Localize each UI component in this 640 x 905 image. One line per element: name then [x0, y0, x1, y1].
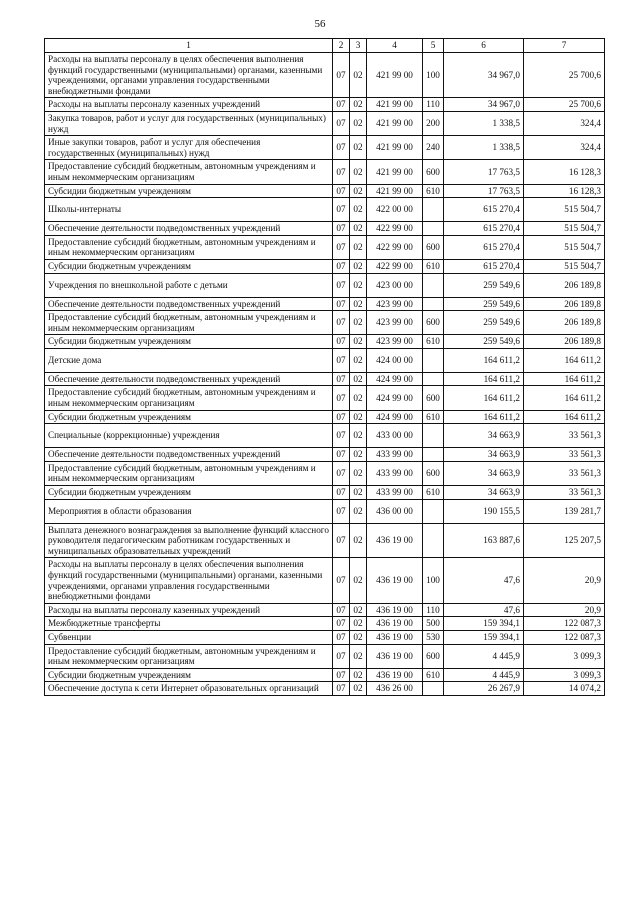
- table-row: [45, 461, 605, 485]
- expense-item-name: Субсидии бюджетным учреждениям: [45, 184, 333, 198]
- subsection-code: 02: [350, 53, 367, 98]
- amount-column-7: 206 189,8: [524, 273, 605, 297]
- expense-type-code: 600: [423, 386, 444, 410]
- table-row: [45, 486, 605, 500]
- table-row: [45, 558, 605, 603]
- table-row: [45, 448, 605, 462]
- target-article-code: 424 99 00: [367, 386, 423, 410]
- expense-type-code: [423, 499, 444, 523]
- target-article-code: 423 99 00: [367, 311, 423, 335]
- subsection-code: 02: [350, 603, 367, 617]
- subsection-code: 02: [350, 617, 367, 631]
- section-code: 07: [333, 424, 350, 448]
- expense-type-code: 600: [423, 311, 444, 335]
- target-article-code: 433 99 00: [367, 486, 423, 500]
- table-row: [45, 160, 605, 184]
- subsection-code: 02: [350, 273, 367, 297]
- subsection-code: 02: [350, 461, 367, 485]
- amount-column-6: 34 967,0: [444, 53, 524, 98]
- expense-type-code: 610: [423, 184, 444, 198]
- section-code: 07: [333, 499, 350, 523]
- expense-item-name: Расходы на выплаты персоналу в целях обеспечения выполнения функций государственными (муниципальными) органами, казенными учреждениями, органами управления государственными внебюджетными фондами: [45, 53, 333, 98]
- expense-item-name: Предоставление субсидий бюджетным, автономным учреждениям и иным некоммерческим организациям: [45, 461, 333, 485]
- amount-column-7: 3 099,3: [524, 668, 605, 682]
- expense-item-name: Расходы на выплаты персоналу в целях обеспечения выполнения функций государственными (муниципальными) органами, казенными учреждениями, органами управления государственными внебюджетными фондами: [45, 558, 333, 603]
- expense-type-code: [423, 348, 444, 372]
- amount-column-7: 33 561,3: [524, 486, 605, 500]
- target-article-code: 436 00 00: [367, 499, 423, 523]
- expense-item-name: Обеспечение деятельности подведомственных учреждений: [45, 297, 333, 311]
- target-article-code: 421 99 00: [367, 160, 423, 184]
- section-code: 07: [333, 335, 350, 349]
- subsection-code: 02: [350, 644, 367, 668]
- amount-column-6: 4 445,9: [444, 668, 524, 682]
- subsection-code: 02: [350, 235, 367, 259]
- subsection-code: 02: [350, 198, 367, 222]
- column-header: 7: [524, 39, 605, 53]
- amount-column-7: 515 504,7: [524, 235, 605, 259]
- column-header: 1: [45, 39, 333, 53]
- expense-item-name: Выплата денежного вознаграждения за выполнение функций классного руководителя педагогическим работникам государственных и муниципальных образовательных учреждений: [45, 523, 333, 558]
- table-row: [45, 644, 605, 668]
- amount-column-7: 25 700,6: [524, 98, 605, 112]
- target-article-code: 436 19 00: [367, 523, 423, 558]
- expense-type-code: 100: [423, 558, 444, 603]
- column-header: 4: [367, 39, 423, 53]
- table-row: [45, 53, 605, 98]
- amount-column-7: 16 128,3: [524, 184, 605, 198]
- expense-item-name: Предоставление субсидий бюджетным, автономным учреждениям и иным некоммерческим организациям: [45, 311, 333, 335]
- section-code: 07: [333, 111, 350, 135]
- expense-type-code: 200: [423, 111, 444, 135]
- expense-type-code: 610: [423, 335, 444, 349]
- amount-column-6: 164 611,2: [444, 386, 524, 410]
- column-number-row: [45, 39, 605, 53]
- table-body: [45, 53, 605, 696]
- subsection-code: 02: [350, 335, 367, 349]
- section-code: 07: [333, 558, 350, 603]
- target-article-code: 424 99 00: [367, 372, 423, 386]
- subsection-code: 02: [350, 424, 367, 448]
- section-code: 07: [333, 410, 350, 424]
- amount-column-7: 324,4: [524, 111, 605, 135]
- table-row: [45, 523, 605, 558]
- target-article-code: 421 99 00: [367, 98, 423, 112]
- subsection-code: 02: [350, 523, 367, 558]
- table-row: [45, 372, 605, 386]
- subsection-code: 02: [350, 558, 367, 603]
- expense-item-name: Обеспечение доступа к сети Интернет образовательных организаций: [45, 682, 333, 696]
- target-article-code: 423 99 00: [367, 335, 423, 349]
- amount-column-6: 34 967,0: [444, 98, 524, 112]
- amount-column-6: 34 663,9: [444, 424, 524, 448]
- amount-column-7: 206 189,8: [524, 311, 605, 335]
- expense-type-code: 110: [423, 98, 444, 112]
- section-code: 07: [333, 222, 350, 236]
- expense-item-name: Субсидии бюджетным учреждениям: [45, 668, 333, 682]
- amount-column-6: 17 763,5: [444, 184, 524, 198]
- expense-type-code: 500: [423, 617, 444, 631]
- target-article-code: 433 00 00: [367, 424, 423, 448]
- table-row: [45, 617, 605, 631]
- table-row: [45, 630, 605, 644]
- target-article-code: 436 19 00: [367, 603, 423, 617]
- subsection-code: 02: [350, 386, 367, 410]
- expense-item-name: Субсидии бюджетным учреждениям: [45, 410, 333, 424]
- amount-column-7: 16 128,3: [524, 160, 605, 184]
- table-row: [45, 184, 605, 198]
- expense-type-code: [423, 523, 444, 558]
- amount-column-6: 163 887,6: [444, 523, 524, 558]
- expense-type-code: [423, 222, 444, 236]
- expense-type-code: 610: [423, 486, 444, 500]
- table-row: [45, 499, 605, 523]
- amount-column-6: 259 549,6: [444, 311, 524, 335]
- target-article-code: 421 99 00: [367, 53, 423, 98]
- expense-type-code: [423, 297, 444, 311]
- amount-column-7: 3 099,3: [524, 644, 605, 668]
- table-row: [45, 335, 605, 349]
- target-article-code: 422 99 00: [367, 222, 423, 236]
- amount-column-6: 26 267,9: [444, 682, 524, 696]
- subsection-code: 02: [350, 136, 367, 160]
- table-row: [45, 410, 605, 424]
- expense-item-name: Субсидии бюджетным учреждениям: [45, 335, 333, 349]
- amount-column-6: 259 549,6: [444, 273, 524, 297]
- section-code: 07: [333, 297, 350, 311]
- amount-column-7: 25 700,6: [524, 53, 605, 98]
- target-article-code: 436 19 00: [367, 617, 423, 631]
- expense-item-name: Специальные (коррекционные) учреждения: [45, 424, 333, 448]
- section-code: 07: [333, 53, 350, 98]
- expense-type-code: [423, 424, 444, 448]
- section-code: 07: [333, 311, 350, 335]
- target-article-code: 436 19 00: [367, 558, 423, 603]
- section-code: 07: [333, 668, 350, 682]
- amount-column-7: 515 504,7: [524, 222, 605, 236]
- expense-item-name: Расходы на выплаты персоналу казенных учреждений: [45, 98, 333, 112]
- amount-column-6: 1 338,5: [444, 136, 524, 160]
- amount-column-6: 159 394,1: [444, 630, 524, 644]
- expense-item-name: Мероприятия в области образования: [45, 499, 333, 523]
- amount-column-7: 515 504,7: [524, 198, 605, 222]
- expense-item-name: Учреждения по внешкольной работе с детьми: [45, 273, 333, 297]
- amount-column-6: 615 270,4: [444, 235, 524, 259]
- section-code: 07: [333, 198, 350, 222]
- table-row: [45, 222, 605, 236]
- section-code: 07: [333, 682, 350, 696]
- section-code: 07: [333, 644, 350, 668]
- amount-column-7: 139 281,7: [524, 499, 605, 523]
- amount-column-6: 615 270,4: [444, 198, 524, 222]
- amount-column-7: 122 087,3: [524, 630, 605, 644]
- amount-column-7: 164 611,2: [524, 372, 605, 386]
- amount-column-7: 20,9: [524, 558, 605, 603]
- table-row: [45, 136, 605, 160]
- subsection-code: 02: [350, 111, 367, 135]
- target-article-code: 436 19 00: [367, 668, 423, 682]
- target-article-code: 422 99 00: [367, 235, 423, 259]
- target-article-code: 423 99 00: [367, 297, 423, 311]
- amount-column-6: 259 549,6: [444, 335, 524, 349]
- section-code: 07: [333, 448, 350, 462]
- amount-column-7: 33 561,3: [524, 448, 605, 462]
- target-article-code: 436 19 00: [367, 630, 423, 644]
- expense-item-name: Обеспечение деятельности подведомственных учреждений: [45, 222, 333, 236]
- subsection-code: 02: [350, 410, 367, 424]
- table-row: [45, 259, 605, 273]
- section-code: 07: [333, 235, 350, 259]
- expense-type-code: 110: [423, 603, 444, 617]
- expense-item-name: Иные закупки товаров, работ и услуг для обеспечения государственных (муниципальных) нужд: [45, 136, 333, 160]
- table-row: [45, 348, 605, 372]
- amount-column-6: 47,6: [444, 558, 524, 603]
- subsection-code: 02: [350, 448, 367, 462]
- amount-column-6: 159 394,1: [444, 617, 524, 631]
- target-article-code: 422 99 00: [367, 259, 423, 273]
- expense-type-code: 100: [423, 53, 444, 98]
- target-article-code: 436 26 00: [367, 682, 423, 696]
- amount-column-7: 122 087,3: [524, 617, 605, 631]
- subsection-code: 02: [350, 499, 367, 523]
- expense-item-name: Субвенции: [45, 630, 333, 644]
- amount-column-7: 515 504,7: [524, 259, 605, 273]
- table-row: [45, 198, 605, 222]
- target-article-code: 422 00 00: [367, 198, 423, 222]
- expense-item-name: Детские дома: [45, 348, 333, 372]
- amount-column-6: 164 611,2: [444, 372, 524, 386]
- section-code: 07: [333, 523, 350, 558]
- target-article-code: 421 99 00: [367, 184, 423, 198]
- amount-column-7: 206 189,8: [524, 297, 605, 311]
- subsection-code: 02: [350, 372, 367, 386]
- expense-type-code: 600: [423, 235, 444, 259]
- subsection-code: 02: [350, 486, 367, 500]
- amount-column-7: 14 074,2: [524, 682, 605, 696]
- subsection-code: 02: [350, 348, 367, 372]
- table-row: [45, 668, 605, 682]
- section-code: 07: [333, 259, 350, 273]
- expense-item-name: Предоставление субсидий бюджетным, автономным учреждениям и иным некоммерческим организациям: [45, 386, 333, 410]
- expense-item-name: Школы-интернаты: [45, 198, 333, 222]
- expense-item-name: Обеспечение деятельности подведомственных учреждений: [45, 372, 333, 386]
- section-code: 07: [333, 136, 350, 160]
- section-code: 07: [333, 486, 350, 500]
- section-code: 07: [333, 348, 350, 372]
- expense-type-code: [423, 198, 444, 222]
- table-row: [45, 235, 605, 259]
- amount-column-7: 324,4: [524, 136, 605, 160]
- amount-column-7: 125 207,5: [524, 523, 605, 558]
- section-code: 07: [333, 372, 350, 386]
- subsection-code: 02: [350, 311, 367, 335]
- amount-column-6: 615 270,4: [444, 259, 524, 273]
- table-row: [45, 311, 605, 335]
- expense-item-name: Межбюджетные трансферты: [45, 617, 333, 631]
- expense-item-name: Расходы на выплаты персоналу казенных учреждений: [45, 603, 333, 617]
- section-code: 07: [333, 273, 350, 297]
- section-code: 07: [333, 630, 350, 644]
- page-number: 56: [314, 18, 326, 30]
- section-code: 07: [333, 461, 350, 485]
- amount-column-7: 164 611,2: [524, 386, 605, 410]
- target-article-code: 423 00 00: [367, 273, 423, 297]
- table-row: [45, 98, 605, 112]
- expense-item-name: Субсидии бюджетным учреждениям: [45, 259, 333, 273]
- section-code: 07: [333, 98, 350, 112]
- expense-type-code: [423, 448, 444, 462]
- target-article-code: 433 99 00: [367, 461, 423, 485]
- subsection-code: 02: [350, 184, 367, 198]
- amount-column-6: 1 338,5: [444, 111, 524, 135]
- amount-column-7: 33 561,3: [524, 461, 605, 485]
- column-header: 2: [333, 39, 350, 53]
- amount-column-6: 17 763,5: [444, 160, 524, 184]
- amount-column-7: 33 561,3: [524, 424, 605, 448]
- table-row: [45, 111, 605, 135]
- amount-column-6: 34 663,9: [444, 448, 524, 462]
- table-row: [45, 297, 605, 311]
- amount-column-6: 615 270,4: [444, 222, 524, 236]
- target-article-code: 424 99 00: [367, 410, 423, 424]
- subsection-code: 02: [350, 160, 367, 184]
- subsection-code: 02: [350, 630, 367, 644]
- expense-type-code: [423, 682, 444, 696]
- table-row: [45, 273, 605, 297]
- section-code: 07: [333, 603, 350, 617]
- amount-column-6: 4 445,9: [444, 644, 524, 668]
- amount-column-7: 164 611,2: [524, 410, 605, 424]
- table-row: [45, 682, 605, 696]
- amount-column-7: 20,9: [524, 603, 605, 617]
- amount-column-6: 47,6: [444, 603, 524, 617]
- expense-type-code: 240: [423, 136, 444, 160]
- table-row: [45, 603, 605, 617]
- subsection-code: 02: [350, 259, 367, 273]
- column-header: 5: [423, 39, 444, 53]
- subsection-code: 02: [350, 668, 367, 682]
- subsection-code: 02: [350, 222, 367, 236]
- target-article-code: 424 00 00: [367, 348, 423, 372]
- expense-item-name: Обеспечение деятельности подведомственных учреждений: [45, 448, 333, 462]
- section-code: 07: [333, 160, 350, 184]
- expense-item-name: Предоставление субсидий бюджетным, автономным учреждениям и иным некоммерческим организациям: [45, 160, 333, 184]
- expense-type-code: 530: [423, 630, 444, 644]
- target-article-code: 421 99 00: [367, 136, 423, 160]
- column-header: 6: [444, 39, 524, 53]
- amount-column-6: 164 611,2: [444, 348, 524, 372]
- amount-column-6: 190 155,5: [444, 499, 524, 523]
- column-header: 3: [350, 39, 367, 53]
- expense-item-name: Закупка товаров, работ и услуг для государственных (муниципальных) нужд: [45, 111, 333, 135]
- target-article-code: 433 99 00: [367, 448, 423, 462]
- amount-column-6: 164 611,2: [444, 410, 524, 424]
- amount-column-7: 206 189,8: [524, 335, 605, 349]
- subsection-code: 02: [350, 682, 367, 696]
- expense-item-name: Предоставление субсидий бюджетным, автономным учреждениям и иным некоммерческим организациям: [45, 235, 333, 259]
- expense-type-code: 600: [423, 461, 444, 485]
- amount-column-6: 259 549,6: [444, 297, 524, 311]
- expense-type-code: 610: [423, 410, 444, 424]
- subsection-code: 02: [350, 98, 367, 112]
- section-code: 07: [333, 617, 350, 631]
- table-row: [45, 386, 605, 410]
- expense-type-code: [423, 273, 444, 297]
- table-row: [45, 424, 605, 448]
- expense-item-name: Субсидии бюджетным учреждениям: [45, 486, 333, 500]
- expense-type-code: 610: [423, 668, 444, 682]
- expense-type-code: 600: [423, 644, 444, 668]
- expense-item-name: Предоставление субсидий бюджетным, автономным учреждениям и иным некоммерческим организациям: [45, 644, 333, 668]
- section-code: 07: [333, 184, 350, 198]
- expense-type-code: 600: [423, 160, 444, 184]
- amount-column-6: 34 663,9: [444, 486, 524, 500]
- expense-type-code: [423, 372, 444, 386]
- target-article-code: 436 19 00: [367, 644, 423, 668]
- budget-table: [44, 38, 605, 696]
- subsection-code: 02: [350, 297, 367, 311]
- target-article-code: 421 99 00: [367, 111, 423, 135]
- section-code: 07: [333, 386, 350, 410]
- amount-column-6: 34 663,9: [444, 461, 524, 485]
- amount-column-7: 164 611,2: [524, 348, 605, 372]
- expense-type-code: 610: [423, 259, 444, 273]
